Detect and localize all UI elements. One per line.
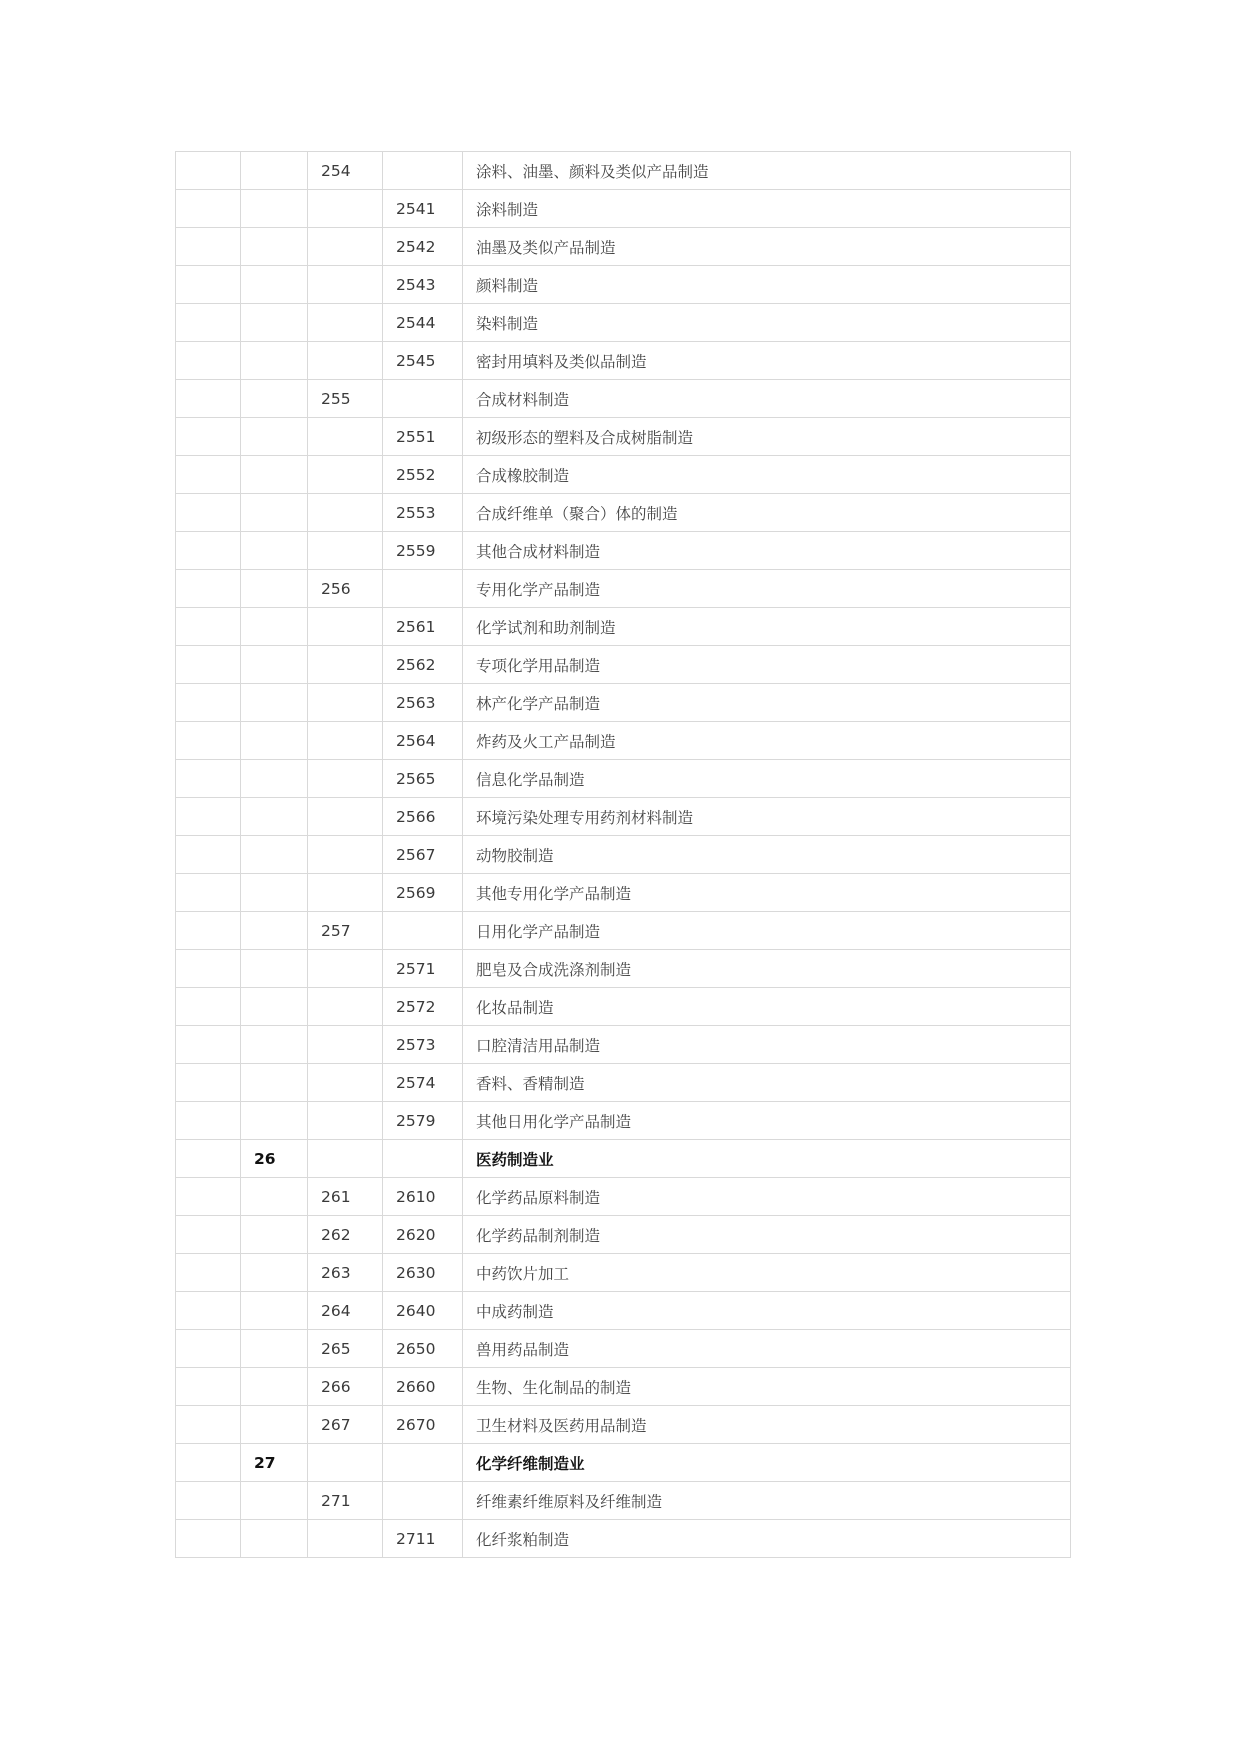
major-code-cell: 26 xyxy=(241,1140,308,1178)
section-cell xyxy=(176,646,241,684)
major-code-cell xyxy=(241,1368,308,1406)
table-row xyxy=(176,1406,1071,1444)
minor-code-cell: 2650 xyxy=(383,1330,463,1368)
major-code-cell xyxy=(241,1330,308,1368)
table-row xyxy=(176,228,1071,266)
section-cell xyxy=(176,1330,241,1368)
category-name-cell: 合成纤维单（聚合）体的制造 xyxy=(463,494,1071,532)
major-code-cell xyxy=(241,456,308,494)
medium-code-cell xyxy=(308,874,383,912)
table-row xyxy=(176,608,1071,646)
minor-code-cell xyxy=(383,570,463,608)
minor-code-cell: 2567 xyxy=(383,836,463,874)
medium-code-cell xyxy=(308,722,383,760)
medium-code-cell xyxy=(308,1026,383,1064)
table-row xyxy=(176,494,1071,532)
medium-code-cell xyxy=(308,532,383,570)
table-row xyxy=(176,798,1071,836)
medium-code-cell: 264 xyxy=(308,1292,383,1330)
minor-code-cell: 2545 xyxy=(383,342,463,380)
major-code-cell xyxy=(241,1254,308,1292)
minor-code-cell: 2569 xyxy=(383,874,463,912)
minor-code-cell: 2553 xyxy=(383,494,463,532)
category-name-cell: 中成药制造 xyxy=(463,1292,1071,1330)
category-name-cell: 专用化学产品制造 xyxy=(463,570,1071,608)
section-cell xyxy=(176,836,241,874)
table-row xyxy=(176,1140,1071,1178)
major-code-cell xyxy=(241,684,308,722)
major-code-cell xyxy=(241,1482,308,1520)
medium-code-cell: 256 xyxy=(308,570,383,608)
major-code-cell xyxy=(241,874,308,912)
table-row xyxy=(176,760,1071,798)
category-name-cell: 化学药品原料制造 xyxy=(463,1178,1071,1216)
minor-code-cell: 2566 xyxy=(383,798,463,836)
medium-code-cell: 262 xyxy=(308,1216,383,1254)
medium-code-cell xyxy=(308,760,383,798)
medium-code-cell xyxy=(308,1064,383,1102)
medium-code-cell: 257 xyxy=(308,912,383,950)
table-row xyxy=(176,684,1071,722)
medium-code-cell xyxy=(308,646,383,684)
section-cell xyxy=(176,266,241,304)
medium-code-cell: 267 xyxy=(308,1406,383,1444)
medium-code-cell xyxy=(308,304,383,342)
section-cell xyxy=(176,722,241,760)
major-code-cell xyxy=(241,494,308,532)
table-row xyxy=(176,304,1071,342)
section-cell xyxy=(176,1178,241,1216)
section-cell xyxy=(176,1254,241,1292)
major-code-cell xyxy=(241,988,308,1026)
category-name-cell: 化纤浆粕制造 xyxy=(463,1520,1071,1558)
section-cell xyxy=(176,152,241,190)
section-cell xyxy=(176,1064,241,1102)
section-cell xyxy=(176,798,241,836)
major-code-cell xyxy=(241,570,308,608)
medium-code-cell xyxy=(308,418,383,456)
major-code-cell xyxy=(241,532,308,570)
section-cell xyxy=(176,342,241,380)
medium-code-cell xyxy=(308,608,383,646)
category-name-cell: 卫生材料及医药用品制造 xyxy=(463,1406,1071,1444)
medium-code-cell xyxy=(308,342,383,380)
medium-code-cell xyxy=(308,684,383,722)
table-row xyxy=(176,912,1071,950)
medium-code-cell xyxy=(308,798,383,836)
section-cell xyxy=(176,1026,241,1064)
section-cell xyxy=(176,874,241,912)
medium-code-cell: 254 xyxy=(308,152,383,190)
medium-code-cell xyxy=(308,1444,383,1482)
medium-code-cell: 255 xyxy=(308,380,383,418)
table-row xyxy=(176,1292,1071,1330)
table-row xyxy=(176,1254,1071,1292)
category-name-cell: 口腔清洁用品制造 xyxy=(463,1026,1071,1064)
minor-code-cell: 2572 xyxy=(383,988,463,1026)
minor-code-cell: 2579 xyxy=(383,1102,463,1140)
category-name-cell: 专项化学用品制造 xyxy=(463,646,1071,684)
category-name-cell: 密封用填料及类似品制造 xyxy=(463,342,1071,380)
minor-code-cell: 2573 xyxy=(383,1026,463,1064)
category-name-cell: 纤维素纤维原料及纤维制造 xyxy=(463,1482,1071,1520)
section-cell xyxy=(176,494,241,532)
medium-code-cell xyxy=(308,190,383,228)
major-code-cell xyxy=(241,1064,308,1102)
minor-code-cell xyxy=(383,1444,463,1482)
minor-code-cell: 2571 xyxy=(383,950,463,988)
minor-code-cell: 2563 xyxy=(383,684,463,722)
medium-code-cell xyxy=(308,1102,383,1140)
minor-code-cell: 2630 xyxy=(383,1254,463,1292)
table-row xyxy=(176,646,1071,684)
major-code-cell xyxy=(241,418,308,456)
category-name-cell: 涂料、油墨、颜料及类似产品制造 xyxy=(463,152,1071,190)
section-cell xyxy=(176,608,241,646)
category-name-cell: 其他专用化学产品制造 xyxy=(463,874,1071,912)
major-code-cell xyxy=(241,152,308,190)
minor-code-cell: 2559 xyxy=(383,532,463,570)
minor-code-cell: 2564 xyxy=(383,722,463,760)
minor-code-cell: 2640 xyxy=(383,1292,463,1330)
section-cell xyxy=(176,190,241,228)
major-code-cell xyxy=(241,1520,308,1558)
table-row xyxy=(176,1330,1071,1368)
section-cell xyxy=(176,1482,241,1520)
table-row xyxy=(176,418,1071,456)
section-cell xyxy=(176,950,241,988)
category-name-cell: 合成材料制造 xyxy=(463,380,1071,418)
medium-code-cell xyxy=(308,266,383,304)
industry-classification-table xyxy=(175,151,1071,1558)
minor-code-cell: 2562 xyxy=(383,646,463,684)
section-cell xyxy=(176,456,241,494)
category-name-cell: 香料、香精制造 xyxy=(463,1064,1071,1102)
category-name-cell: 动物胶制造 xyxy=(463,836,1071,874)
section-cell xyxy=(176,1444,241,1482)
category-name-cell: 涂料制造 xyxy=(463,190,1071,228)
major-code-cell xyxy=(241,342,308,380)
category-name-cell: 日用化学产品制造 xyxy=(463,912,1071,950)
minor-code-cell: 2670 xyxy=(383,1406,463,1444)
table-row xyxy=(176,456,1071,494)
major-code-cell xyxy=(241,1026,308,1064)
major-code-cell xyxy=(241,380,308,418)
minor-code-cell: 2561 xyxy=(383,608,463,646)
major-code-cell xyxy=(241,1216,308,1254)
minor-code-cell: 2620 xyxy=(383,1216,463,1254)
table-row xyxy=(176,988,1071,1026)
major-code-cell xyxy=(241,722,308,760)
category-name-cell: 肥皂及合成洗涤剂制造 xyxy=(463,950,1071,988)
minor-code-cell: 2544 xyxy=(383,304,463,342)
medium-code-cell: 266 xyxy=(308,1368,383,1406)
major-code-cell xyxy=(241,1292,308,1330)
minor-code-cell: 2660 xyxy=(383,1368,463,1406)
category-name-cell: 化学纤维制造业 xyxy=(463,1444,1071,1482)
major-code-cell xyxy=(241,1178,308,1216)
category-name-cell: 兽用药品制造 xyxy=(463,1330,1071,1368)
category-name-cell: 信息化学品制造 xyxy=(463,760,1071,798)
minor-code-cell: 2551 xyxy=(383,418,463,456)
table-row xyxy=(176,1368,1071,1406)
medium-code-cell xyxy=(308,950,383,988)
category-name-cell: 中药饮片加工 xyxy=(463,1254,1071,1292)
table-row xyxy=(176,532,1071,570)
category-name-cell: 染料制造 xyxy=(463,304,1071,342)
table-row xyxy=(176,190,1071,228)
table-row xyxy=(176,152,1071,190)
table-row xyxy=(176,1444,1071,1482)
minor-code-cell: 2543 xyxy=(383,266,463,304)
major-code-cell xyxy=(241,950,308,988)
table-row xyxy=(176,1026,1071,1064)
medium-code-cell xyxy=(308,988,383,1026)
category-name-cell: 化妆品制造 xyxy=(463,988,1071,1026)
medium-code-cell xyxy=(308,836,383,874)
minor-code-cell: 2711 xyxy=(383,1520,463,1558)
minor-code-cell xyxy=(383,152,463,190)
section-cell xyxy=(176,1140,241,1178)
major-code-cell xyxy=(241,266,308,304)
section-cell xyxy=(176,1216,241,1254)
section-cell xyxy=(176,1406,241,1444)
category-name-cell: 生物、生化制品的制造 xyxy=(463,1368,1071,1406)
table-row xyxy=(176,570,1071,608)
medium-code-cell xyxy=(308,494,383,532)
table-row xyxy=(176,1102,1071,1140)
major-code-cell xyxy=(241,1406,308,1444)
section-cell xyxy=(176,570,241,608)
category-name-cell: 炸药及火工产品制造 xyxy=(463,722,1071,760)
table-row xyxy=(176,950,1071,988)
medium-code-cell: 265 xyxy=(308,1330,383,1368)
major-code-cell: 27 xyxy=(241,1444,308,1482)
category-name-cell: 化学试剂和助剂制造 xyxy=(463,608,1071,646)
category-name-cell: 油墨及类似产品制造 xyxy=(463,228,1071,266)
table-row xyxy=(176,1520,1071,1558)
major-code-cell xyxy=(241,304,308,342)
medium-code-cell: 263 xyxy=(308,1254,383,1292)
table-row xyxy=(176,1216,1071,1254)
minor-code-cell: 2542 xyxy=(383,228,463,266)
category-name-cell: 化学药品制剂制造 xyxy=(463,1216,1071,1254)
major-code-cell xyxy=(241,836,308,874)
medium-code-cell: 271 xyxy=(308,1482,383,1520)
medium-code-cell xyxy=(308,456,383,494)
table-body xyxy=(176,152,1071,1558)
major-code-cell xyxy=(241,190,308,228)
category-name-cell: 初级形态的塑料及合成树脂制造 xyxy=(463,418,1071,456)
category-name-cell: 环境污染处理专用药剂材料制造 xyxy=(463,798,1071,836)
minor-code-cell: 2565 xyxy=(383,760,463,798)
section-cell xyxy=(176,912,241,950)
category-name-cell: 林产化学产品制造 xyxy=(463,684,1071,722)
major-code-cell xyxy=(241,1102,308,1140)
major-code-cell xyxy=(241,912,308,950)
medium-code-cell xyxy=(308,228,383,266)
section-cell xyxy=(176,684,241,722)
section-cell xyxy=(176,418,241,456)
table-row xyxy=(176,722,1071,760)
category-name-cell: 其他日用化学产品制造 xyxy=(463,1102,1071,1140)
section-cell xyxy=(176,532,241,570)
minor-code-cell: 2541 xyxy=(383,190,463,228)
table-row xyxy=(176,874,1071,912)
section-cell xyxy=(176,760,241,798)
section-cell xyxy=(176,380,241,418)
table-row xyxy=(176,266,1071,304)
section-cell xyxy=(176,1520,241,1558)
minor-code-cell xyxy=(383,380,463,418)
major-code-cell xyxy=(241,798,308,836)
minor-code-cell xyxy=(383,1482,463,1520)
medium-code-cell xyxy=(308,1520,383,1558)
minor-code-cell: 2610 xyxy=(383,1178,463,1216)
table-row xyxy=(176,342,1071,380)
minor-code-cell xyxy=(383,1140,463,1178)
major-code-cell xyxy=(241,608,308,646)
section-cell xyxy=(176,228,241,266)
category-name-cell: 合成橡胶制造 xyxy=(463,456,1071,494)
major-code-cell xyxy=(241,760,308,798)
major-code-cell xyxy=(241,646,308,684)
table-row xyxy=(176,380,1071,418)
minor-code-cell: 2552 xyxy=(383,456,463,494)
category-name-cell: 颜料制造 xyxy=(463,266,1071,304)
minor-code-cell xyxy=(383,912,463,950)
table-row xyxy=(176,1482,1071,1520)
minor-code-cell: 2574 xyxy=(383,1064,463,1102)
table-row xyxy=(176,1064,1071,1102)
medium-code-cell: 261 xyxy=(308,1178,383,1216)
section-cell xyxy=(176,1368,241,1406)
major-code-cell xyxy=(241,228,308,266)
category-name-cell: 其他合成材料制造 xyxy=(463,532,1071,570)
category-name-cell: 医药制造业 xyxy=(463,1140,1071,1178)
table-row xyxy=(176,1178,1071,1216)
section-cell xyxy=(176,304,241,342)
table-row xyxy=(176,836,1071,874)
medium-code-cell xyxy=(308,1140,383,1178)
section-cell xyxy=(176,988,241,1026)
section-cell xyxy=(176,1292,241,1330)
section-cell xyxy=(176,1102,241,1140)
